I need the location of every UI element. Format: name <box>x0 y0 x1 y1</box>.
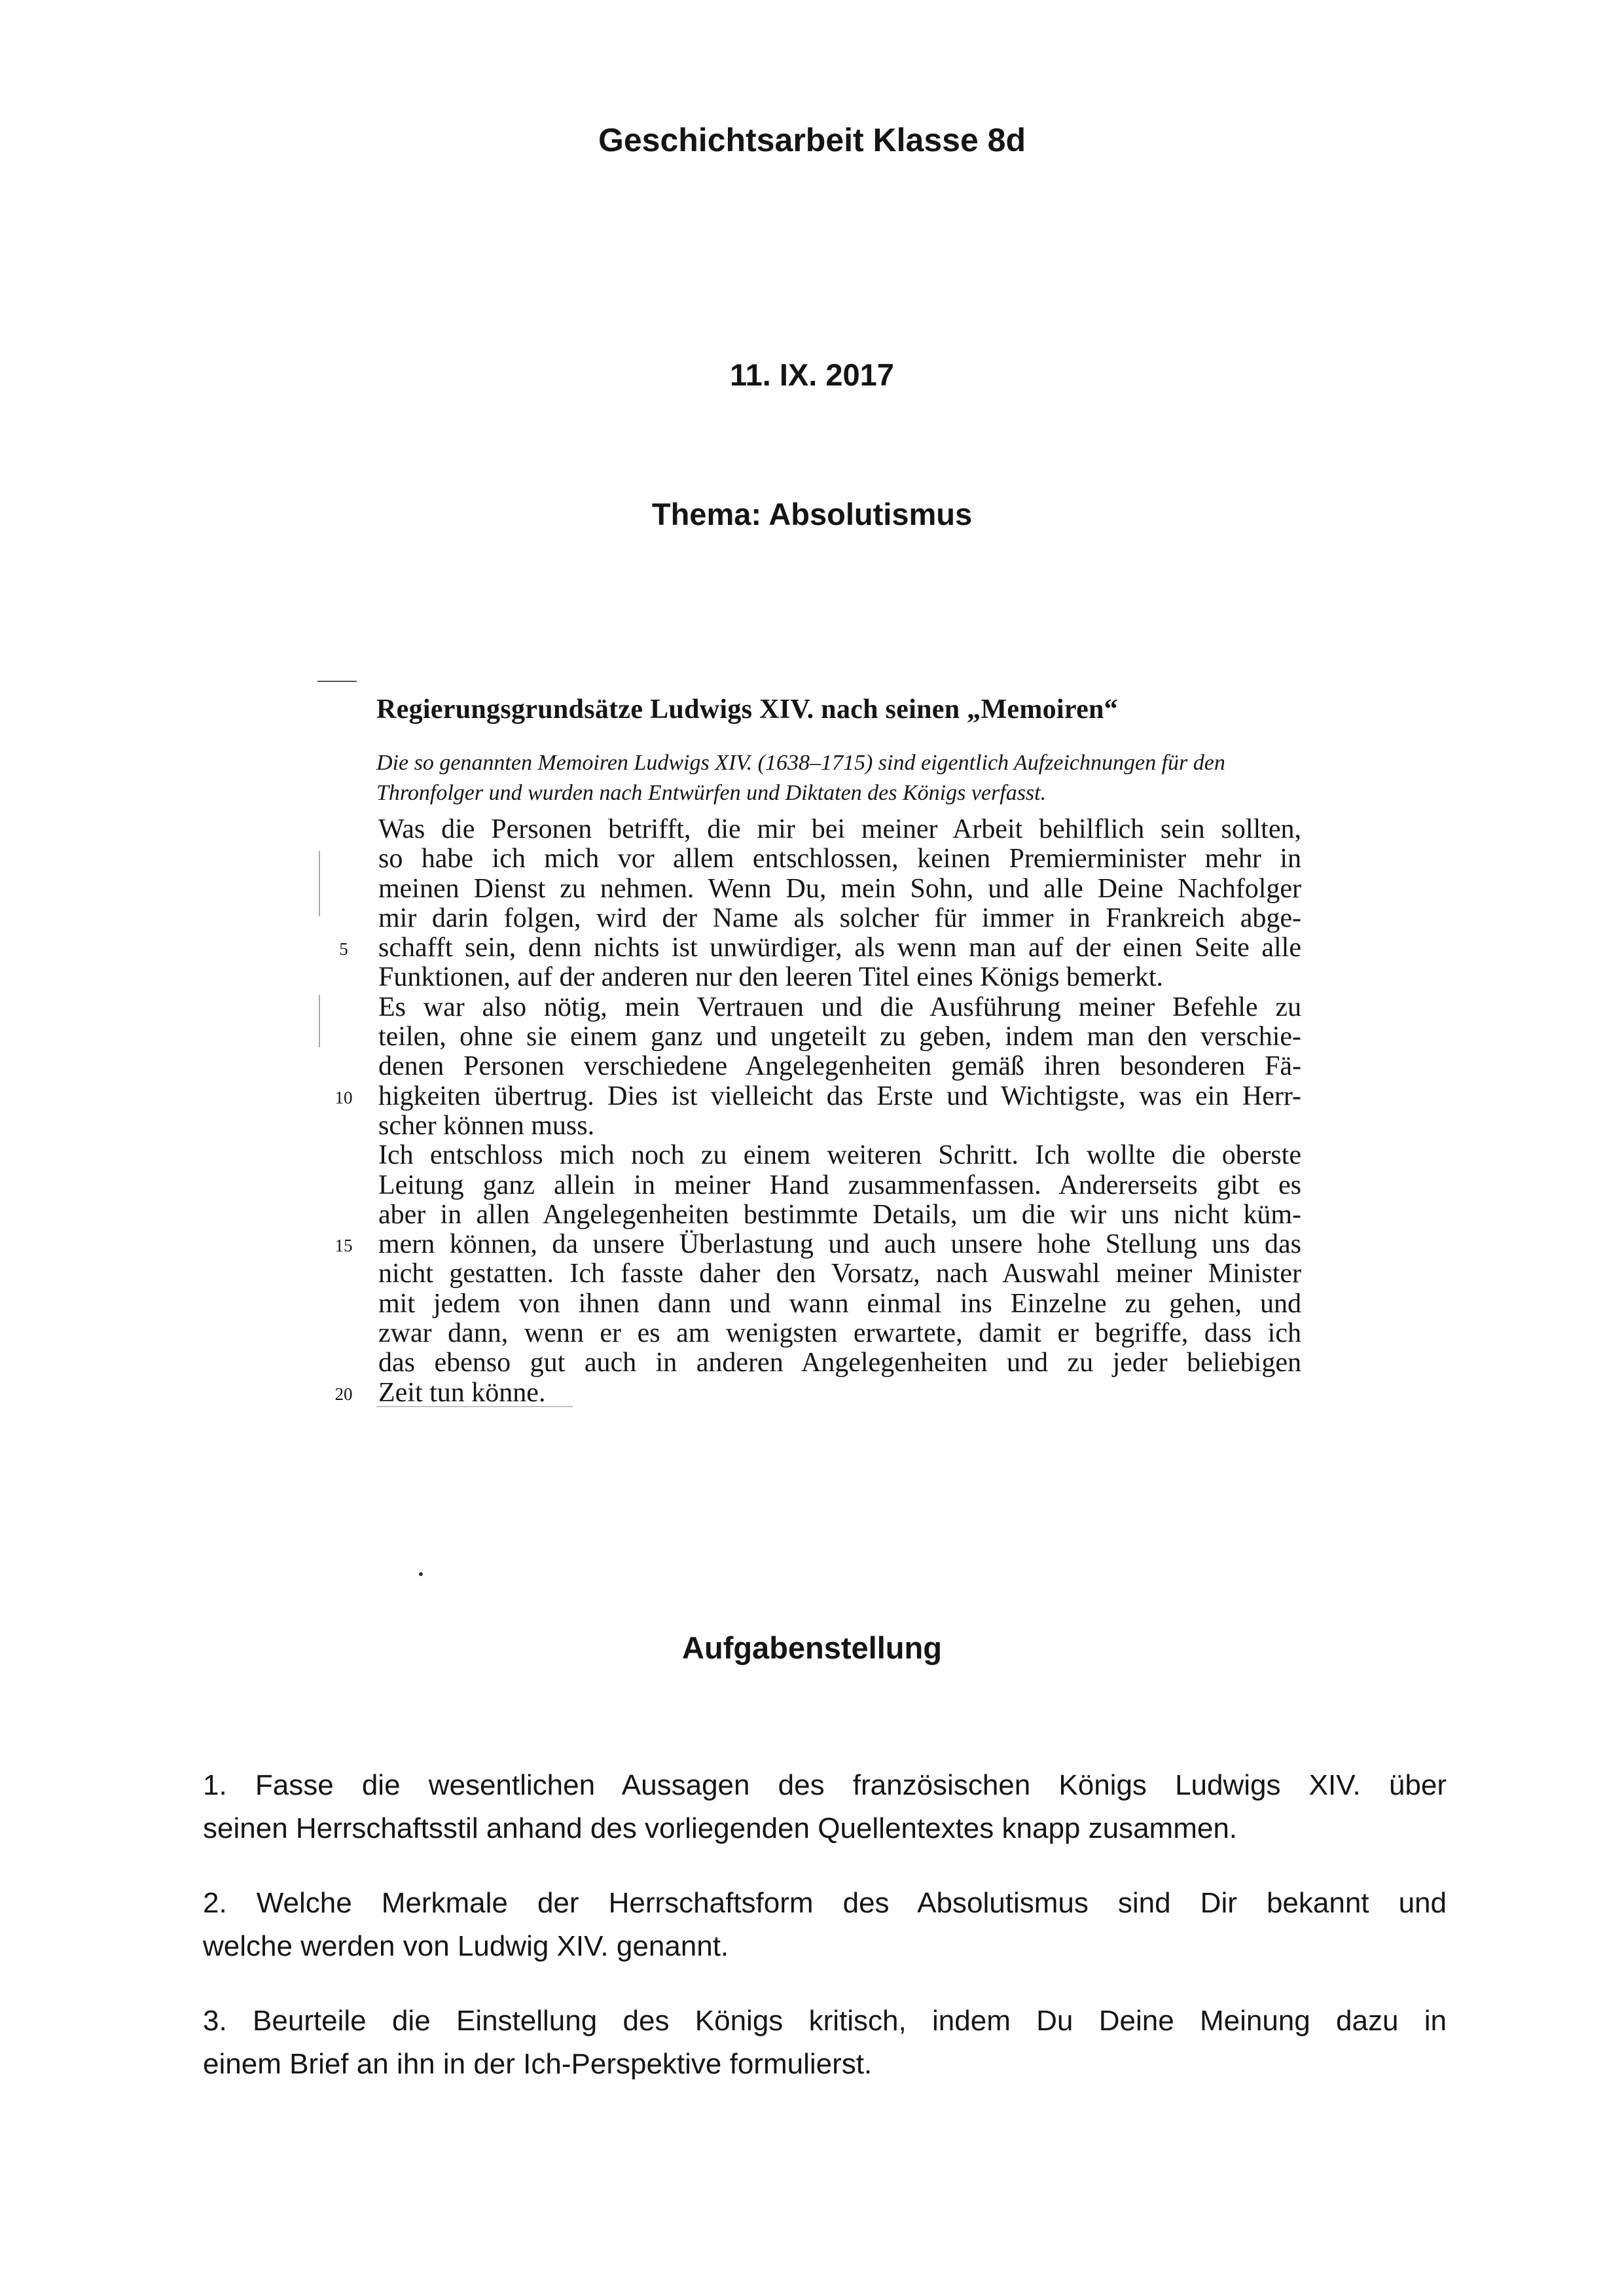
source-line: higkeiten übertrug. Dies ist vielleicht das Erste und Wichtigste, was ein Herr- <box>378 1081 1301 1111</box>
tasks-heading: Aufgabenstellung <box>682 1630 942 1665</box>
scan-artifact-mark <box>376 1406 573 1407</box>
source-line: Ich entschloss mich noch zu einem weiteren Schritt. Ich wollte die oberste <box>378 1140 1301 1171</box>
task-line: einem Brief an ihn in der Ich-Perspektive formulierst. <box>203 2048 873 2080</box>
task-line: 1. Fasse die wesentlichen Aussagen des französischen Königs Ludwigs XIV. über <box>203 1769 1447 1801</box>
source-line: nicht gestatten. Ich fasste daher den Vorsatz, nach Auswahl meiner Minister <box>378 1259 1301 1289</box>
source-line: mit jedem von ihnen dann und wann einmal ins Einzelne zu gehen, und <box>378 1288 1301 1319</box>
source-line: Was die Personen betrifft, die mir bei meiner Arbeit behilflich sein sollten, <box>378 814 1301 844</box>
source-line: Funktionen, auf der anderen nur den leeren Titel eines Königs bemerkt. <box>378 962 1164 993</box>
source-intro: Die so genannten Memoiren Ludwigs XIV. (1638–1715) sind eigentlich Aufzeichnungen für den Thronfolger und wurden nach Entwürfen und Diktaten des Königs verfasst. <box>376 751 1225 805</box>
source-line: scher können muss. <box>378 1110 595 1141</box>
source-line: schafft sein, denn nichts ist unwürdiger, als wenn man auf der einen Seite alle <box>378 933 1301 963</box>
task-line: seinen Herrschaftsstil anhand des vorliegenden Quellentextes knapp zusammen. <box>203 1812 1238 1844</box>
task-item <box>203 2000 1447 2086</box>
task-line: 3. Beurteile die Einstellung des Königs kritisch, indem Du Deine Meinung dazu in <box>203 2005 1447 2037</box>
source-text <box>378 815 1301 1408</box>
document-date: 11. IX. 2017 <box>730 357 894 392</box>
source-line: teilen, ohne sie einem ganz und ungeteilt zu geben, indem man den verschie- <box>378 1022 1301 1052</box>
line-number: 10 <box>334 1088 353 1107</box>
task-item <box>203 1882 1447 1968</box>
source-line: mir darin folgen, wird der Name als solcher für immer in Frankreich abge- <box>378 903 1301 933</box>
document-title: Geschichtsarbeit Klasse 8d <box>598 122 1026 158</box>
source-line: Es war also nötig, mein Vertrauen und die Ausführung meiner Befehle zu <box>378 992 1301 1022</box>
task-item <box>203 1764 1447 1850</box>
source-line: meinen Dienst zu nehmen. Wenn Du, mein Sohn, und alle Deine Nachfolger <box>378 873 1301 904</box>
source-title: Regierungsgrundsätze Ludwigs XIV. nach seinen „Memoiren“ <box>376 694 1118 725</box>
source-line: Zeit tun könne. <box>378 1377 546 1408</box>
scan-artifact-mark <box>319 851 320 916</box>
source-line: denen Personen verschiedene Angelegenheiten gemäß ihren besonderen Fä- <box>378 1051 1301 1082</box>
scan-artifact-mark <box>317 681 357 682</box>
scan-artifact-mark <box>319 995 320 1047</box>
source-line: das ebenso gut auch in anderen Angelegenheiten und zu jeder beliebigen <box>378 1348 1301 1378</box>
source-line: mern können, da unsere Überlastung und auch unsere hohe Stellung uns das <box>378 1229 1301 1260</box>
task-line: 2. Welche Merkmale der Herrschaftsform des Absolutismus sind Dir bekannt und <box>203 1887 1447 1919</box>
source-line: aber in allen Angelegenheiten bestimmte Details, um die wir uns nicht küm- <box>378 1199 1301 1230</box>
source-line: zwar dann, wenn er es am wenigsten erwartete, damit er begriffe, dass ich <box>378 1318 1301 1349</box>
scan-artifact-dot <box>419 1572 423 1576</box>
source-line: Leitung ganz allein in meiner Hand zusammenfassen. Andererseits gibt es <box>378 1170 1301 1200</box>
task-line: welche werden von Ludwig XIV. genannt. <box>203 1930 729 1962</box>
line-number: 15 <box>334 1236 353 1255</box>
line-number: 5 <box>339 939 348 959</box>
line-number: 20 <box>334 1384 353 1404</box>
document-topic: Thema: Absolutismus <box>651 497 973 531</box>
source-line: so habe ich mich vor allem entschlossen, keinen Premierminister mehr in <box>378 844 1301 874</box>
